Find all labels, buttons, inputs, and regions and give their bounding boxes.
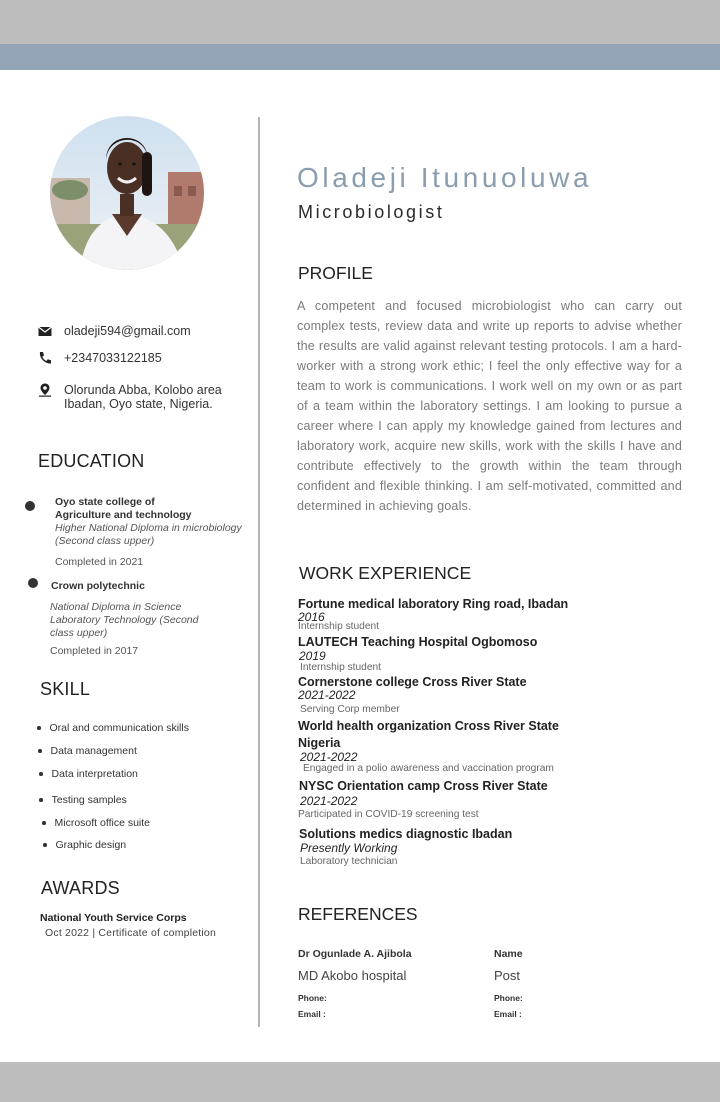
job-organization: NYSC Orientation camp Cross River State <box>299 779 548 793</box>
education-bullet <box>28 578 38 588</box>
phone-text: +2347033122185 <box>64 351 162 365</box>
top-gray-band <box>0 0 720 44</box>
education-completed: Completed in 2021 <box>55 556 144 568</box>
contact-phone <box>38 351 162 365</box>
skill-item: Data management <box>38 745 137 757</box>
job-organization: LAUTECH Teaching Hospital Ogbomoso <box>298 635 538 649</box>
school-line-2: Agriculture and technology <box>55 509 192 521</box>
reference-email-label: Email : <box>494 1009 522 1019</box>
job-date: 2021-2022 <box>300 794 358 808</box>
envelope-icon <box>38 324 52 338</box>
skill-item: Graphic design <box>43 839 126 851</box>
candidate-role: Microbiologist <box>298 202 445 222</box>
education-school <box>55 496 235 522</box>
references-heading: REFERENCES <box>298 904 418 924</box>
profile-heading: PROFILE <box>298 263 373 283</box>
skill-item: Microsoft office suite <box>42 817 150 829</box>
education-school: Crown polytechnic <box>51 580 145 592</box>
location-pin-icon <box>38 383 52 397</box>
job-role: Participated in COVID-19 screening test <box>298 809 479 820</box>
job-date: 2021-2022 <box>300 750 358 764</box>
reference-name: Dr Ogunlade A. Ajibola <box>298 948 412 960</box>
education-degree: Higher National Diploma in microbiology (Second class upper) <box>55 522 242 547</box>
job-date: Presently Working <box>300 841 398 855</box>
reference-organization: MD Akobo hospital <box>298 968 407 983</box>
job-organization: Fortune medical laboratory Ring road, Ibadan <box>298 597 569 611</box>
job-role: Laboratory technician <box>300 856 398 867</box>
education-bullet <box>25 501 35 511</box>
job-role: Internship student <box>300 662 381 673</box>
skill-item: Testing samples <box>39 794 127 806</box>
job-date: 2016 <box>298 610 325 624</box>
job-organization: Solutions medics diagnostic Ibadan <box>299 827 513 841</box>
skill-item: Data interpretation <box>39 768 138 780</box>
top-accent-band <box>0 44 720 70</box>
job-organization-line-2: Nigeria <box>298 736 341 750</box>
skill-item: Oral and communication skills <box>37 722 189 734</box>
education-completed: Completed in 2017 <box>50 645 139 657</box>
job-role: Engaged in a polio awareness and vaccination program <box>303 763 554 774</box>
reference-organization: Post <box>494 968 521 983</box>
job-date: 2021-2022 <box>298 688 356 702</box>
education-heading: EDUCATION <box>38 451 145 471</box>
education-degree: National Diploma in Science Laboratory Technology (Second class upper) <box>50 601 199 639</box>
candidate-name: Oladeji Itunuoluwa <box>297 162 593 193</box>
award-name: National Youth Service Corps <box>40 912 187 924</box>
reference-phone-label: Phone: <box>298 993 327 1003</box>
job-organization: World health organization Cross River State <box>298 719 559 733</box>
job-date: 2019 <box>299 649 326 663</box>
bottom-gray-band <box>0 1062 720 1102</box>
contact-address <box>38 383 222 411</box>
job-organization: Cornerstone college Cross River State <box>298 675 527 689</box>
reference-name: Name <box>494 948 523 960</box>
work-experience-heading: WORK EXPERIENCE <box>299 563 472 583</box>
job-role: Internship student <box>298 621 379 632</box>
school-line-1: Oyo state college of <box>55 496 155 508</box>
email-text: oladeji594@gmail.com <box>64 324 191 338</box>
reference-phone-label: Phone: <box>494 993 523 1003</box>
phone-icon <box>38 351 52 365</box>
contact-email <box>38 324 191 338</box>
column-divider <box>258 117 260 1027</box>
profile-photo <box>50 116 204 270</box>
job-role: Serving Corp member <box>300 704 400 715</box>
award-description: Oct 2022 | Certificate of completion <box>45 927 217 939</box>
address-line-2: Ibadan, Oyo state, Nigeria. <box>64 397 213 411</box>
awards-heading: AWARDS <box>41 878 120 898</box>
reference-email-label: Email : <box>298 1009 326 1019</box>
address-line-1: Olorunda Abba, Kolobo area <box>64 383 222 397</box>
skill-heading: SKILL <box>40 679 91 699</box>
profile-summary: A competent and focused microbiologist who can carry out complex tests, review data and write up reports to advise whether the results are valid against relevant testing protocols. I am a hard-worker with a strong work ethic; I feel the only effective way for a team to work is communications. I work well on my own or as part of a team within the laboratory settings. I am looking to pursue a career where I can apply my knowledge gained from lectures and laboratory work, acquire new skills, work with the skills I have and contribute effectively to the growth within the team through confident and flexible thinking. I am self-motivated, committed and determined in achieving goals. <box>297 299 682 513</box>
